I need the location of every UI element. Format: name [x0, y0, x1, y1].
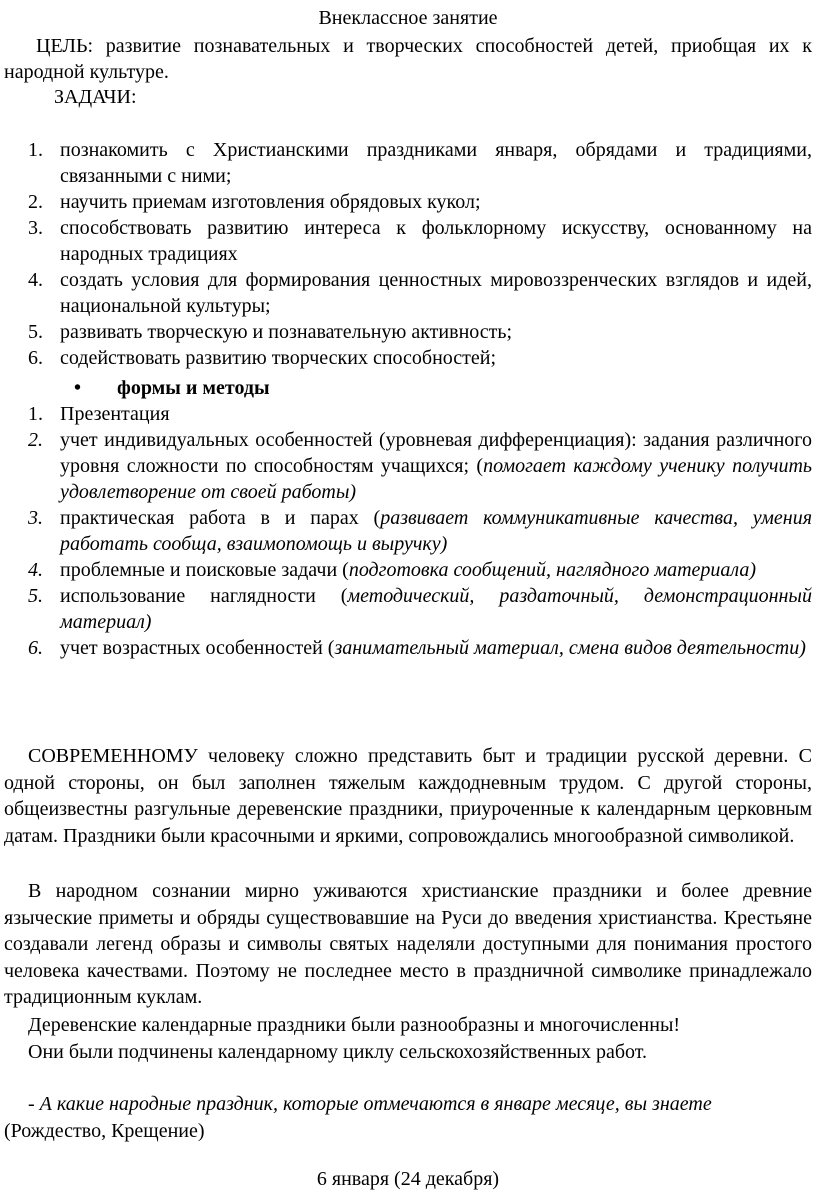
question-paragraph — [4, 1091, 812, 1144]
list-item: 2. учет индивидуальных особенностей (уровневая дифференциация): задания различного уровня сложности по способностям учащихся; (помогает каждому ученику получить удовлетворение от своей работы) — [28, 429, 812, 503]
goal-paragraph: ЦЕЛЬ: развитие познавательных и творческих способностей детей, приобщая их к народной культуре. — [4, 35, 812, 83]
forms-heading-text: формы и методы — [117, 377, 270, 399]
list-item: 3. способствовать развитию интереса к фольклорному искусству, основанному на народных традициях — [28, 217, 812, 265]
bullet-icon: • — [74, 377, 82, 399]
question-answer: (Рождество, Крещение) — [4, 1119, 205, 1142]
list-item: 3. практическая работа в и парах (развивает коммуникативные качества, умения работать сообща, взаимопомощь и выручку) — [28, 507, 812, 555]
document-title: Внеклассное занятие — [318, 7, 498, 29]
list-item: 5. развивать творческую и познавательную активность; — [28, 321, 513, 343]
list-item: 1. Презентация — [28, 403, 170, 425]
list-item: 6. содействовать развитию творческих способностей; — [28, 347, 497, 369]
tasks-heading: ЗАДАЧИ: — [54, 86, 137, 108]
question-text: - А какие народные праздник, которые отмечаются в январе месяце, вы знаете — [28, 1093, 712, 1115]
date-line: 6 января (24 декабря) — [316, 1168, 500, 1190]
tasks-list — [4, 137, 812, 371]
paragraph-folk-consciousness: В народном сознании мирно уживаются христианские праздники и более древние языческие приметы и обряды существовавшие на Руси до введения христианства. Крестьяне создавали легенд образы и символы святых наделяли доступными для понимания простого человека качествами. Поэтому не последнее место в праздничной символике принадлежало традиционным куклам. — [4, 880, 812, 1008]
list-item: 1. познакомить с Христианскими праздниками января, обрядами и традициями, связанными с ними; — [28, 139, 812, 187]
list-item: 6. учет возрастных особенностей (занимательный материал, смена видов деятельности) — [28, 637, 806, 659]
paragraph-village-holidays: Деревенские календарные праздники были разнообразны и многочисленны! — [28, 1014, 681, 1036]
list-item: 4. создать условия для формирования ценностных мировоззренческих взглядов и идей, национальной культуры; — [28, 269, 812, 317]
list-item: 2. научить приемам изготовления обрядовых кукол; — [28, 191, 481, 213]
list-item: 4. проблемные и поисковые задачи (подготовка сообщений, наглядного материала) — [28, 559, 757, 581]
methods-list — [4, 401, 812, 661]
list-item: 5. использование наглядности (методический, раздаточный, демонстрационный материал) — [28, 585, 812, 633]
paragraph-calendar-cycle: Они были подчинены календарному циклу сельскохозяйственных работ. — [28, 1041, 648, 1063]
paragraph-modern-person: СОВРЕМЕННОМУ человеку сложно представить быт и традиции русской деревни. С одной стороны, он был заполнен тяжелым каждодневным трудом. С другой стороны, общеизвестны разгульные деревенские праздники, приуроченные к календарным церковным датам. Праздники были красочными и яркими, сопровождались многообразной символикой. — [4, 745, 812, 847]
